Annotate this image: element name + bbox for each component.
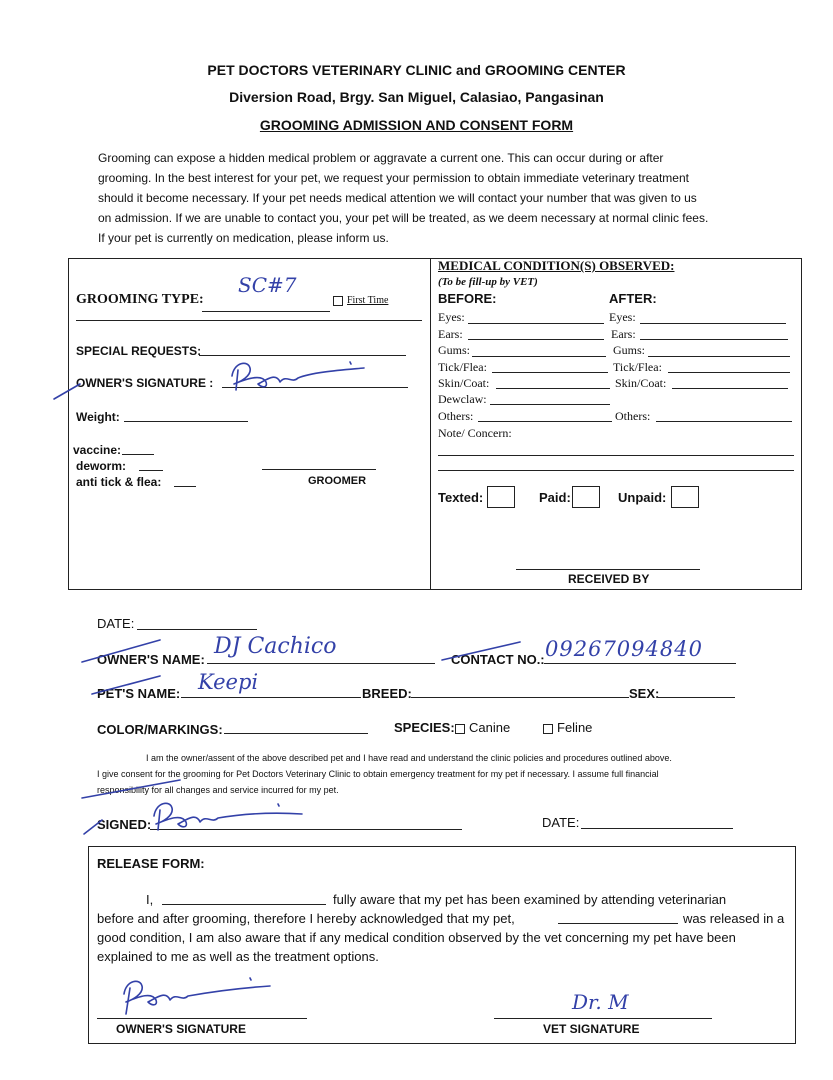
after-ears-field[interactable] [640, 339, 788, 340]
species-feline-option[interactable] [543, 720, 592, 735]
release-owner-signature-ink [110, 972, 280, 1018]
after-skincoat-label: Skin/Coat: [615, 376, 667, 390]
signed-label: SIGNED: [97, 817, 152, 832]
contact-label: CONTACT NO.: [451, 652, 545, 667]
owner-signature-ink [52, 354, 372, 404]
before-skincoat-label: Skin/Coat: [438, 376, 490, 390]
release-name-field[interactable] [162, 904, 326, 905]
texted-label: Texted: [438, 490, 484, 505]
clinic-name: PET DOCTORS VETERINARY CLINIC and GROOMING CENTER [207, 62, 626, 78]
pet-name-field[interactable] [181, 697, 361, 698]
release-line-1-suffix: fully aware that my pet has been examined by attending veterinarian [333, 892, 727, 907]
date-label: DATE: [97, 616, 135, 631]
before-ears-label: Ears: [438, 327, 463, 341]
release-line-2-prefix: before and after grooming, therefore I hereby acknowledged that my pet, [97, 911, 515, 926]
first-time-checkbox[interactable] [333, 296, 343, 306]
anti-tick-field[interactable] [174, 486, 196, 487]
unpaid-checkbox[interactable] [671, 486, 699, 508]
anti-tick-label: anti tick & flea: [76, 475, 162, 489]
grooming-type-extra-line[interactable] [76, 320, 422, 321]
deworm-label: deworm: [76, 459, 127, 473]
unpaid-label: Unpaid: [618, 490, 667, 505]
after-others-field[interactable] [656, 421, 792, 422]
breed-field[interactable] [411, 697, 629, 698]
color-markings-field[interactable] [224, 733, 368, 734]
before-ears-field[interactable] [468, 339, 604, 340]
consent-line-3: responsibility for all changes and service incurred for my pet. [97, 785, 339, 795]
consent-date-field[interactable] [581, 828, 733, 829]
intro-line: Grooming can expose a hidden medical problem or aggravate a current one. This can occur during or after [98, 151, 664, 165]
first-time-option[interactable] [333, 295, 388, 306]
grooming-type-label: GROOMING TYPE: [76, 292, 204, 307]
groomer-label: GROOMER [308, 475, 367, 487]
received-by-label: RECEIVED BY [568, 572, 650, 586]
before-dewclaw-field[interactable] [490, 404, 610, 405]
before-gums-label: Gums: [438, 343, 471, 357]
release-line-1-prefix: I, [146, 892, 154, 907]
after-label: AFTER: [609, 291, 657, 306]
canine-checkbox[interactable] [455, 724, 465, 734]
species-canine-option[interactable] [455, 720, 510, 735]
pet-name-value: Keepi [198, 670, 259, 694]
before-eyes-field[interactable] [468, 323, 604, 324]
grooming-type-field[interactable] [202, 311, 330, 312]
vet-signature-value: Dr. M [572, 990, 629, 1014]
after-eyes-label: Eyes: [609, 310, 636, 324]
contact-tick [440, 638, 530, 664]
release-line-2-suffix: was released in a [683, 911, 785, 926]
texted-checkbox[interactable] [487, 486, 515, 508]
feline-checkbox[interactable] [543, 724, 553, 734]
intro-line: should it become necessary. If your pet needs medical attention we will contact your number that was given to us [98, 191, 697, 205]
release-owner-signature-line[interactable] [97, 1018, 307, 1019]
release-line-3: good condition, I am also aware that if any medical condition observed by the vet concerning my pet have been [97, 930, 736, 945]
after-eyes-field[interactable] [640, 323, 786, 324]
owner-name-label: OWNER'S NAME: [97, 652, 205, 667]
canine-label: Canine [469, 720, 511, 735]
intro-line: If your pet is currently on medication, please inform us. [98, 231, 389, 245]
paid-checkbox[interactable] [572, 486, 600, 508]
consent-line-2: I give consent for the grooming for Pet Doctors Veterinary Clinic to obtain emergency treatment for my pet if necessary. I assume full financial [97, 769, 659, 779]
intro-line: grooming. In the best interest for your pet, we request your permission to obtain immediate veterinary treatment [98, 171, 689, 185]
owner-name-field[interactable] [207, 663, 435, 664]
before-skincoat-field[interactable] [496, 388, 610, 389]
note-line-1[interactable] [438, 455, 794, 456]
before-tickflea-field[interactable] [492, 372, 608, 373]
after-ears-label: Ears: [611, 327, 636, 341]
owner-name-tick [80, 636, 170, 666]
before-others-field[interactable] [478, 421, 612, 422]
groomer-signature-line[interactable] [262, 469, 376, 470]
after-gums-field[interactable] [648, 356, 790, 357]
clinic-address: Diversion Road, Brgy. San Miguel, Calasiao, Pangasinan [229, 89, 604, 105]
owner-name-value: DJ Cachico [214, 634, 337, 659]
note-line-2[interactable] [438, 470, 794, 471]
contact-value: 09267094840 [545, 637, 703, 661]
pet-name-label: PET'S NAME: [97, 686, 181, 701]
intro-line: on admission. If we are unable to contact you, your pet will be treated, as we deem necessary at normal clinic fees. [98, 211, 709, 225]
medical-condition-title: MEDICAL CONDITION(S) OBSERVED: [438, 258, 675, 273]
before-dewclaw-label: Dewclaw: [438, 392, 487, 406]
consent-date-label: DATE: [542, 815, 580, 830]
signed-signature-ink [82, 798, 322, 838]
consent-line-1: I am the owner/assent of the above described pet and I have read and understand the clinic policies and procedures outlined above. [146, 753, 672, 763]
release-owner-signature-label: OWNER'S SIGNATURE [116, 1022, 246, 1036]
vet-signature-line[interactable] [494, 1018, 712, 1019]
form-title: GROOMING ADMISSION AND CONSENT FORM [259, 117, 574, 133]
pet-name-tick [90, 672, 170, 698]
release-line-4: explained to me as well as the treatment options. [97, 949, 379, 964]
before-eyes-label: Eyes: [438, 310, 465, 324]
sex-label: SEX: [629, 686, 660, 701]
breed-label: BREED: [362, 686, 412, 701]
after-skincoat-field[interactable] [672, 388, 788, 389]
first-time-label: First Time [347, 295, 389, 306]
species-label: SPECIES: [394, 720, 455, 735]
before-gums-field[interactable] [472, 356, 606, 357]
vet-fillup-note: (To be fill-up by VET) [438, 276, 538, 288]
release-form-title: RELEASE FORM: [97, 856, 205, 871]
color-markings-label: COLOR/MARKINGS: [97, 722, 223, 737]
vaccine-field[interactable] [122, 454, 154, 455]
received-by-line[interactable] [516, 569, 700, 570]
after-tickflea-field[interactable] [668, 372, 790, 373]
deworm-field[interactable] [139, 470, 163, 471]
before-others-label: Others: [438, 409, 474, 423]
before-tickflea-label: Tick/Flea: [438, 360, 487, 374]
after-others-label: Others: [615, 409, 651, 423]
special-requests-label: SPECIAL REQUESTS: [76, 344, 202, 358]
grooming-type-value: SC#7 [238, 273, 297, 297]
sex-field[interactable] [657, 697, 735, 698]
paid-label: Paid: [539, 490, 571, 505]
weight-label: Weight: [76, 410, 120, 424]
after-tickflea-label: Tick/Flea: [613, 360, 662, 374]
vaccine-label: vaccine: [73, 443, 122, 457]
contact-field[interactable] [544, 663, 736, 664]
intro-paragraph [98, 148, 748, 248]
release-pet-field[interactable] [558, 923, 678, 924]
weight-field[interactable] [124, 421, 248, 422]
before-label: BEFORE: [438, 291, 497, 306]
date-field[interactable] [137, 629, 257, 630]
vet-signature-label: VET SIGNATURE [543, 1022, 640, 1036]
after-gums-label: Gums: [613, 343, 646, 357]
note-concern-label: Note/ Concern: [438, 426, 512, 440]
feline-label: Feline [557, 720, 593, 735]
panel-divider [430, 258, 431, 590]
owner-signature-label: OWNER'S SIGNATURE : [76, 376, 214, 390]
